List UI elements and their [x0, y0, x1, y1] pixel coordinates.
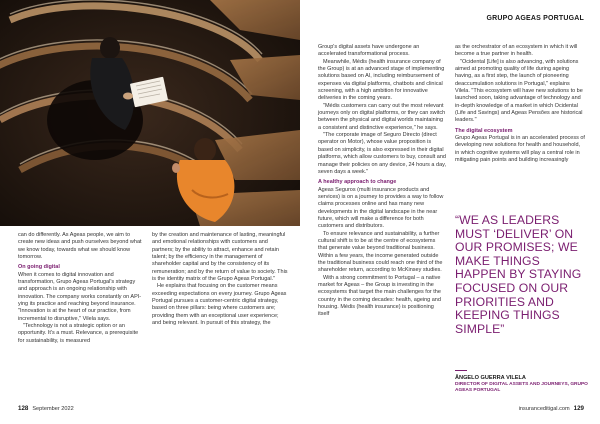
footer-left [18, 405, 74, 412]
subheading: On going digital [18, 264, 60, 271]
paragraph: "Ocidental [Life] is also advancing, with solutions aimed at promoting quality of life during ageing having, as a first step, the launch of pioneering deaccumulation solutions in Portugal," explains Vilela. "This ecosystem will have new solutions to be launched soon, taking advantage of technology and in-depth knowledge of a market in which Ocidental (Life and Savings) and Ageas Pensões are historical leaders." [455, 58, 583, 124]
right-page-column-2 [455, 44, 585, 165]
paragraph: He explains that focusing on the customer means exceeding expectations on every journey. Grupo Ageas Portugal pursues a customer-centric digital strategy, based on three pillars: being where customers are; providing them with an exceptional user experience; and being relevant. In pursuit of this strategy, the [152, 283, 287, 327]
pull-quote: “WE AS LEADERS MUST ‘DELIVER’ ON OUR PROMISES; WE MAKE THINGS HAPPEN BY STAYING FOCUSED ON OUR PRIORITIES AND KEEPING THINGS SIMPLE” [455, 213, 582, 336]
section-title: GRUPO AGEAS PORTUGAL [486, 15, 584, 22]
subheading: A healthy approach to change [318, 179, 397, 186]
website-url: insuranceditigal.com [518, 406, 570, 412]
paragraph: Grupo Ageas Portugal is in an accelerated process of developing new solutions for health and household, in which cognitive systems will play a central role in mitigating pain points and building increasingly [455, 135, 585, 164]
paragraph: To ensure relevance and sustainability, a further cultural shift is to be at the centre of ecosystems that generate value beyond traditional business. Within a few years, the income generated outside the traditional business could reach one third of the shareholder return, according to McKinsey studies. [318, 230, 443, 274]
quote-attribution [455, 370, 590, 394]
staircase-illustration [0, 0, 300, 226]
paragraph: "The corporate image of Seguro Directo (direct operator on Motor), whose value proposition is based on simplicity, is also expressed in their digital platforms, which allow customers to buy, consult and manage their policies on any device, 24 hours a day, seven days a week." [318, 132, 447, 175]
page-number-left: 128 [18, 405, 29, 412]
left-page-column-2 [152, 232, 288, 327]
paragraph: When it comes to digital innovation and transformation, Grupo Ageas Portugal's strategy and approach is an ongoing relationship with innovation. The company works constantly on API-ying its practice and reaching beyond insurance. "Innovation is at the heart of our practice, from incremental to disruptive," Vilela says. [18, 271, 142, 322]
attribution-name: ÂNGELO GUERRA VILELA [455, 375, 526, 381]
attribution-rule [455, 370, 467, 371]
paragraph: Meanwhile, Médis (health insurance company of the Group) is at an advanced stage of implementing solutions based on AI, including reimbursement of expenses via digital platforms, chatbots and clinical screening, with a high ambition for innovative deliveries in the coming years. [318, 58, 445, 102]
paragraph: by the creation and maintenance of lasting, meaningful and emotional relationships with customers and partners; by the ability to attract, enhance and retain talent; by the efficiency in the management of shareholder capital and by the consistency of its remuneration; and by the return of value to society. This is the identity matrix of the Grupo Ageas Portugal." [152, 232, 288, 283]
paragraph: Group's digital assets have undergone an accelerated transformational process. [318, 44, 420, 58]
subheading: The digital ecosystem [455, 127, 513, 134]
issue-date: September 2022 [32, 406, 74, 412]
left-page-column-1 [18, 232, 144, 345]
paragraph: "Médis customers can carry out the most relevant journeys only on digital platforms, or they can switch between the physical and digital worlds maintaining a consistent and distinctive experience," he says. [318, 102, 446, 131]
staircase-photo [0, 0, 300, 226]
page-number-right: 129 [573, 405, 584, 412]
paragraph: as the orchestrator of an ecosystem in which it will become a true partner in health. [455, 44, 578, 58]
paragraph: Ageas Seguros (multi insurance products and services) is on a journey to provides a way to follow claims processes online and has many new developments in the digital landscape in the near future, which will make a difference for both customers and distributors. [318, 186, 444, 230]
paragraph: With a strong commitment to Portugal – a native market for Ageas – the Group is investing in the ecosystems that target the main challenges for the country in the coming decades: health, ageing and housing. Médis (health insurance) is positioning itself [318, 274, 441, 318]
paragraph: "Technology is not a strategic option or an opportunity. It's a must. Relevance, a prerequisite for sustainability, is measured [18, 323, 139, 344]
paragraph: can do differently. As Ageas people, we aim to create new ideas and push ourselves beyond what we know today, towards what we should know tomorrow. [18, 232, 142, 261]
right-page-column-1 [318, 44, 446, 319]
attribution-role: DIRECTOR OF DIGITAL ASSETS AND JOURNEYS, GRUPO AGEAS PORTUGAL [455, 382, 588, 393]
footer-right [519, 405, 584, 412]
